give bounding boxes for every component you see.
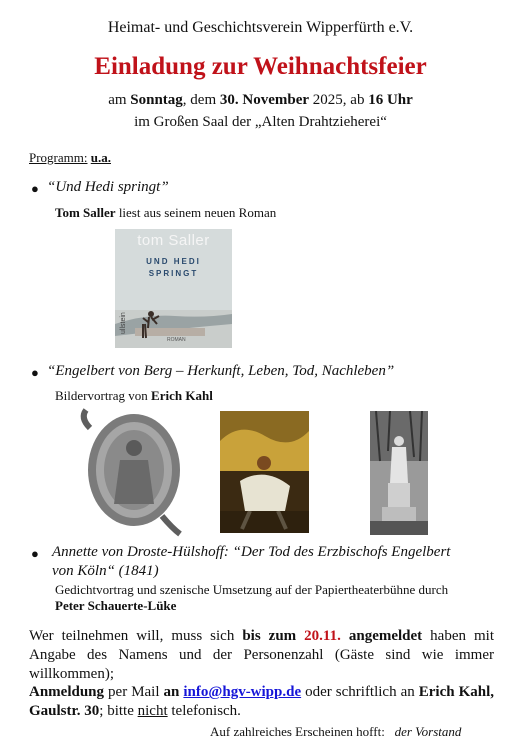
statue-image — [370, 411, 428, 535]
date-mid2: 2025, ab — [309, 92, 369, 108]
program-item-3-speaker: Peter Schauerte-Lüke — [55, 598, 177, 613]
text-run-bold: bis zum — [242, 628, 305, 644]
program-item-3-desc: Gedichtvortrag und szenische Umsetzung auf der Papiertheaterbühne durch — [55, 582, 449, 597]
text-run: Wer teilnehmen will, muss sich — [29, 628, 243, 644]
painting-image — [220, 411, 309, 533]
program-item-3-title-line2: von Köln“ (1841) — [52, 563, 159, 579]
date-time: 16 Uhr — [368, 92, 413, 108]
postal-address: Erich Kahl, Gaulstr. 30 — [29, 684, 495, 719]
deadline-date: 20.11. — [304, 628, 341, 644]
book-title-line2: SPRINGT — [148, 269, 199, 278]
date-date: 30. November — [219, 92, 310, 108]
event-date — [0, 92, 521, 109]
book-author: tom Saller — [137, 232, 210, 249]
program-heading — [29, 150, 111, 166]
email-link[interactable]: info@hgv-wipp.de — [183, 684, 302, 700]
bullet-icon: ● — [31, 365, 39, 380]
book-title-line1: UND HEDI — [146, 257, 201, 266]
program-item-1-desc — [55, 205, 276, 221]
text-run: ; bitte — [99, 703, 138, 719]
bullet-icon: ● — [31, 181, 39, 196]
program-label: Programm: — [29, 150, 88, 165]
book-note: ROMAN — [167, 337, 186, 343]
bullet-icon: ● — [31, 546, 39, 561]
date-mid: , dem — [182, 92, 220, 108]
event-venue: im Großen Saal der „Alten Drahtzieherei“ — [134, 114, 387, 130]
book-cover-image — [115, 229, 232, 348]
item-desc: Bildervortrag von — [55, 388, 152, 403]
text-run-bold: angemeldet — [340, 628, 423, 644]
text-run-underline: nicht — [137, 703, 168, 719]
text-run: haben mit Angabe des Namens und der Personenzahl (Gäste sind wie immer willkommen); — [29, 628, 494, 682]
program-item-3-title-line1: Annette von Droste-Hülshoff: “Der Tod des Erzbischofs Engelbert — [52, 544, 451, 560]
text-run-bold: an — [163, 684, 184, 700]
text-run: per Mail — [104, 684, 164, 700]
footer-text: Auf zahlreiches Erscheinen hofft: — [210, 724, 385, 739]
speaker-name: Erich Kahl — [151, 388, 213, 403]
program-item-2-desc — [55, 388, 213, 404]
program-suffix: u.a. — [90, 150, 111, 165]
footer-line — [210, 724, 461, 740]
text-run: oder schriftlich an — [301, 684, 419, 700]
registration-deadline-text — [29, 627, 494, 684]
invitation-title: Einladung zur Weihnachtsfeier — [94, 53, 427, 80]
registration-contact-text — [29, 683, 494, 721]
program-item-2-title: “Engelbert von Berg – Herkunft, Leben, Tod, Nachleben” — [47, 363, 395, 379]
book-publisher: ullstein — [120, 312, 127, 334]
organization-name: Heimat- und Geschichtsverein Wipperfürth e.V. — [107, 19, 414, 36]
item-desc: liest aus seinem neuen Roman — [115, 205, 277, 220]
program-item-1-title: “Und Hedi springt” — [47, 179, 169, 195]
text-run: telefonisch. — [167, 703, 241, 719]
date-prefix: am — [108, 92, 131, 108]
text-run-bold: Anmeldung — [29, 684, 105, 700]
seal-image — [76, 408, 186, 538]
date-day: Sonntag — [130, 92, 183, 108]
speaker-name: Tom Saller — [55, 205, 116, 220]
footer-signature: der Vorstand — [394, 724, 462, 739]
